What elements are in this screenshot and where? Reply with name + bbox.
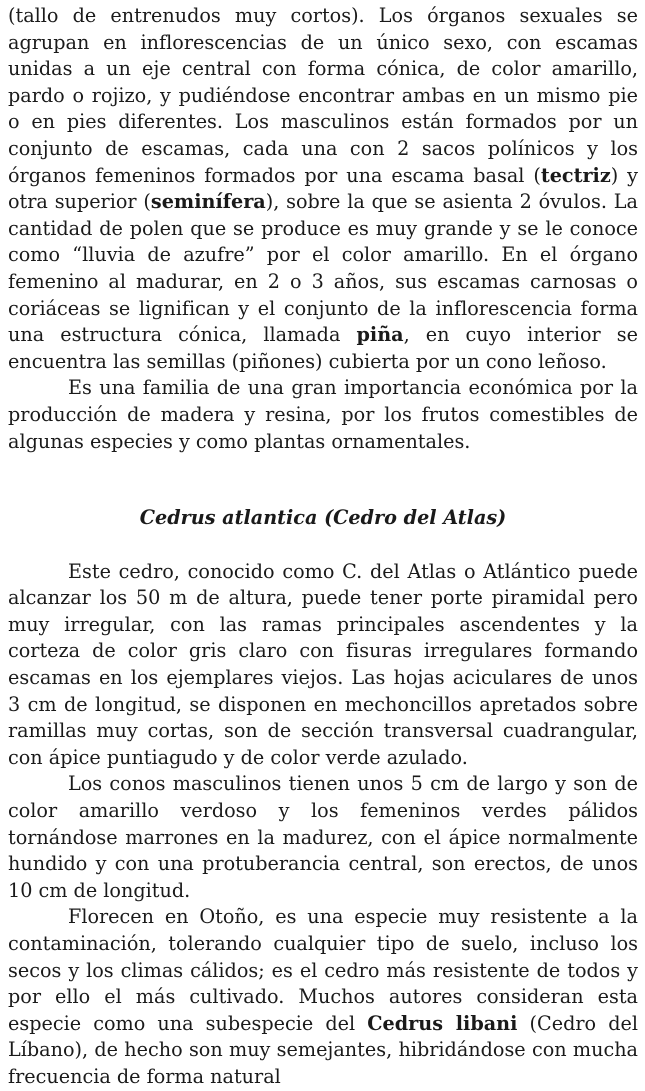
paragraph-economic-importance: Es una familia de una gran importancia económica por la producción de madera y resina, por los frutos comestibles de algunas especies y como plantas ornamentales. [8,376,638,453]
text-run: ) y otra superior ( [8,163,638,214]
term-cedrus-libani: Cedrus libani [367,1011,518,1035]
term-seminifera: seminífera [150,190,266,214]
paragraph-description: Este cedro, conocido como C. del Atlas o Atlántico puede alcanzar los 50 m de altura, puede tener porte piramidal pero muy irregular, con las ramas principales ascendentes y la corteza de color gris claro con fisuras irregulares formando escamas en los ejemplares viejos. Las hojas aciculares de unos 3 cm de longitud, se disponen en mechoncillos apretados sobre ramillas muy cortas, son de sección transversal cuadrangular, con ápice puntiagudo y de color verde azulado. [8,559,638,769]
term-tectriz: tectriz [540,163,611,187]
text-run: (tallo de entrenudos muy cortos). Los órganos sexuales se agrupan en inflorescencias de un único sexo, con escamas unidas a un eje central con forma cónica, de color amarillo, pardo o rojizo, y pudiéndose encontrar ambas en un mismo pie o en pies diferentes. Los masculinos están formados por un conjunto de escamas, cada una con 2 sacos polínicos y los órganos femeninos formados por una escama basal ( [8,4,638,187]
text-run: Florecen en Otoño, es una especie muy resistente a la contaminación, tolerando cualquier tipo de suelo, incluso los secos y los climas cálidos; es el cedro más resistente de todos y por ello el más cultivado. Muchos autores consideran esta especie como una subespecie del [8,905,638,1035]
paragraph-flowering [8,904,638,1090]
text-run: ), sobre la que se asienta 2 óvulos. La cantidad de polen que se produce es muy grande y se le conoce como “lluvia de azufre” por el color amarillo. En el órgano femenino al madurar, en 2 o 3 años, sus escamas carnosas o coriáceas se lignifican y el conjunto de la inflorescencia forma una estructura cónica, llamada [8,190,638,347]
paragraph-cones: Los conos masculinos tienen unos 5 cm de largo y son de color amarillo verdoso y los femeninos verdes pálidos tornándose marrones en la madurez, con el ápice normalmente hundido y con una protuberancia central, son erectos, de unos 10 cm de longitud. [8,772,638,902]
document-page [8,3,638,1091]
text-run: (Cedro del Líbano), de hecho son muy semejantes, hibridándose con mucha frecuencia de forma natural [8,1011,638,1088]
paragraph-inflorescence [8,3,638,375]
term-pina: piña [356,323,404,347]
section-title: Cedrus atlantica (Cedro del Atlas) [139,506,507,530]
text-run: , en cuyo interior se encuentra las semillas (piñones) cubierta por un cono leñoso. [8,323,638,373]
